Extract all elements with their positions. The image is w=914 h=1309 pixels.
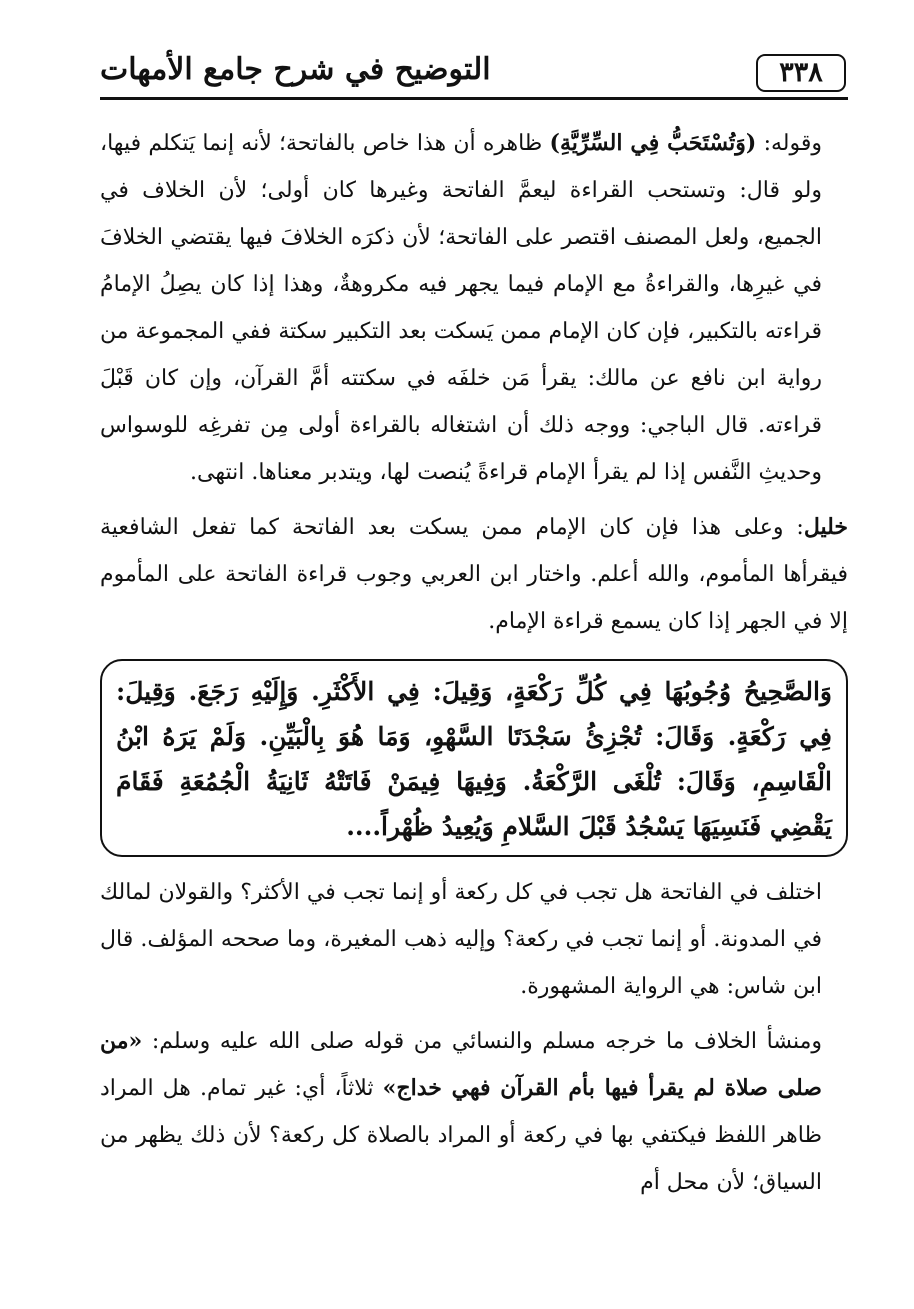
page-number: ٣٣٨	[756, 54, 846, 92]
speaker-name: خليل	[803, 514, 848, 540]
paragraph-text: ظاهره أن هذا خاص بالفاتحة؛ لأنه إنما يَتكلم فيها، ولو قال: وتستحب القراءة ليعمَّ الفاتحة وغيرها كان أولى؛ لأن الخلاف في الجميع، ولعل المصنف اقتصر على الفاتحة؛ لأن ذكرَه الخلافَ فيها يقتضي الخلافَ في غيرِها، والقراءةُ مع الإمام فيما يجهر فيه مكروهةٌ، وهذا إذا كان يصِلُ الإمامُ قراءته بالتكبير، فإن كان الإمام ممن يَسكت بعد التكبير سكتة ففي المجموعة من رواية ابن نافع عن مالك: يقرأ مَن خلفَه في سكتته أمَّ القرآن، وإن كان قَبْلَ قراءته. قال الباجي: ووجه ذلك أن اشتغاله بالقراءة أولى مِن تفرغِه للوسواس وحديثِ النَّفس إذا لم يقرأ الإمام قراءةً يُنصت لها، ويتدبر معناها. انتهى.	[100, 131, 822, 485]
paragraph-text: : وعلى هذا فإن كان الإمام ممن يسكت بعد الفاتحة كما تفعل الشافعية فيقرأها المأموم، والله أعلم. واختار ابن العربي وجوب قراءة الفاتحة على المأموم إلا في الجهر إذا كان يسمع قراءة الإمام.	[100, 515, 848, 634]
page-header	[100, 50, 848, 100]
commentary-paragraph	[100, 1018, 848, 1206]
khalil-paragraph	[100, 504, 848, 645]
paragraph-text: ثلاثاً، أي: غير تمام. هل المراد ظاهر اللفظ فيكتفي بها في ركعة أو المراد بالصلاة كل ركعة؟ لأن ذلك يظهر من السياق؛ لأن محل أم	[100, 1076, 822, 1195]
hadith-quote: «من صلى صلاة لم يقرأ فيها بأم القرآن فهي خداج»	[100, 1028, 822, 1101]
matn-text: وَالصَّحِيحُ وُجُوبُهَا فِي كُلِّ رَكْعَةٍ، وَقِيلَ: فِي الأَكْثَرِ. وَإِلَيْهِ رَجَعَ. وَقِيلَ: فِي رَكْعَةٍ. وَقَالَ: تُجْزِئُ سَجْدَتَا السَّهْوِ، وَمَا هُوَ بِالْبَيِّنِ. وَلَمْ يَرَهُ ابْنُ الْقَاسِمِ، وَقَالَ: تُلْغَى الرَّكْعَةُ. وَفِيهَا فِيمَنْ فَاتَتْهُ ثَانِيَةُ الْجُمُعَةِ فَقَامَ يَقْضِي فَنَسِيَهَا يَسْجُدُ قَبْلَ السَّلامِ وَيُعِيدُ ظُهْراً....	[116, 677, 832, 841]
book-title: التوضيح في شرح جامع الأمهات	[100, 52, 491, 87]
page-body	[100, 120, 848, 1206]
commentary-paragraph: اختلف في الفاتحة هل تجب في كل ركعة أو إنما تجب في الأكثر؟ والقولان لمالك في المدونة. أو إنما تجب في ركعة؟ وإليه ذهب المغيرة، وما صححه المؤلف. قال ابن شاس: هي الرواية المشهورة.	[100, 880, 822, 999]
paragraph-lead: ومنشأ الخلاف ما خرجه مسلم والنسائي من قوله صلى الله عليه وسلم:	[142, 1029, 822, 1054]
commentary-paragraph	[100, 120, 848, 496]
matn-box	[100, 659, 848, 857]
header-divider	[100, 97, 848, 100]
paragraph-lead: وقوله:	[756, 131, 822, 156]
quoted-matn: (وَتُسْتَحَبُّ فِي السِّرِّيَّةِ)	[549, 130, 757, 156]
